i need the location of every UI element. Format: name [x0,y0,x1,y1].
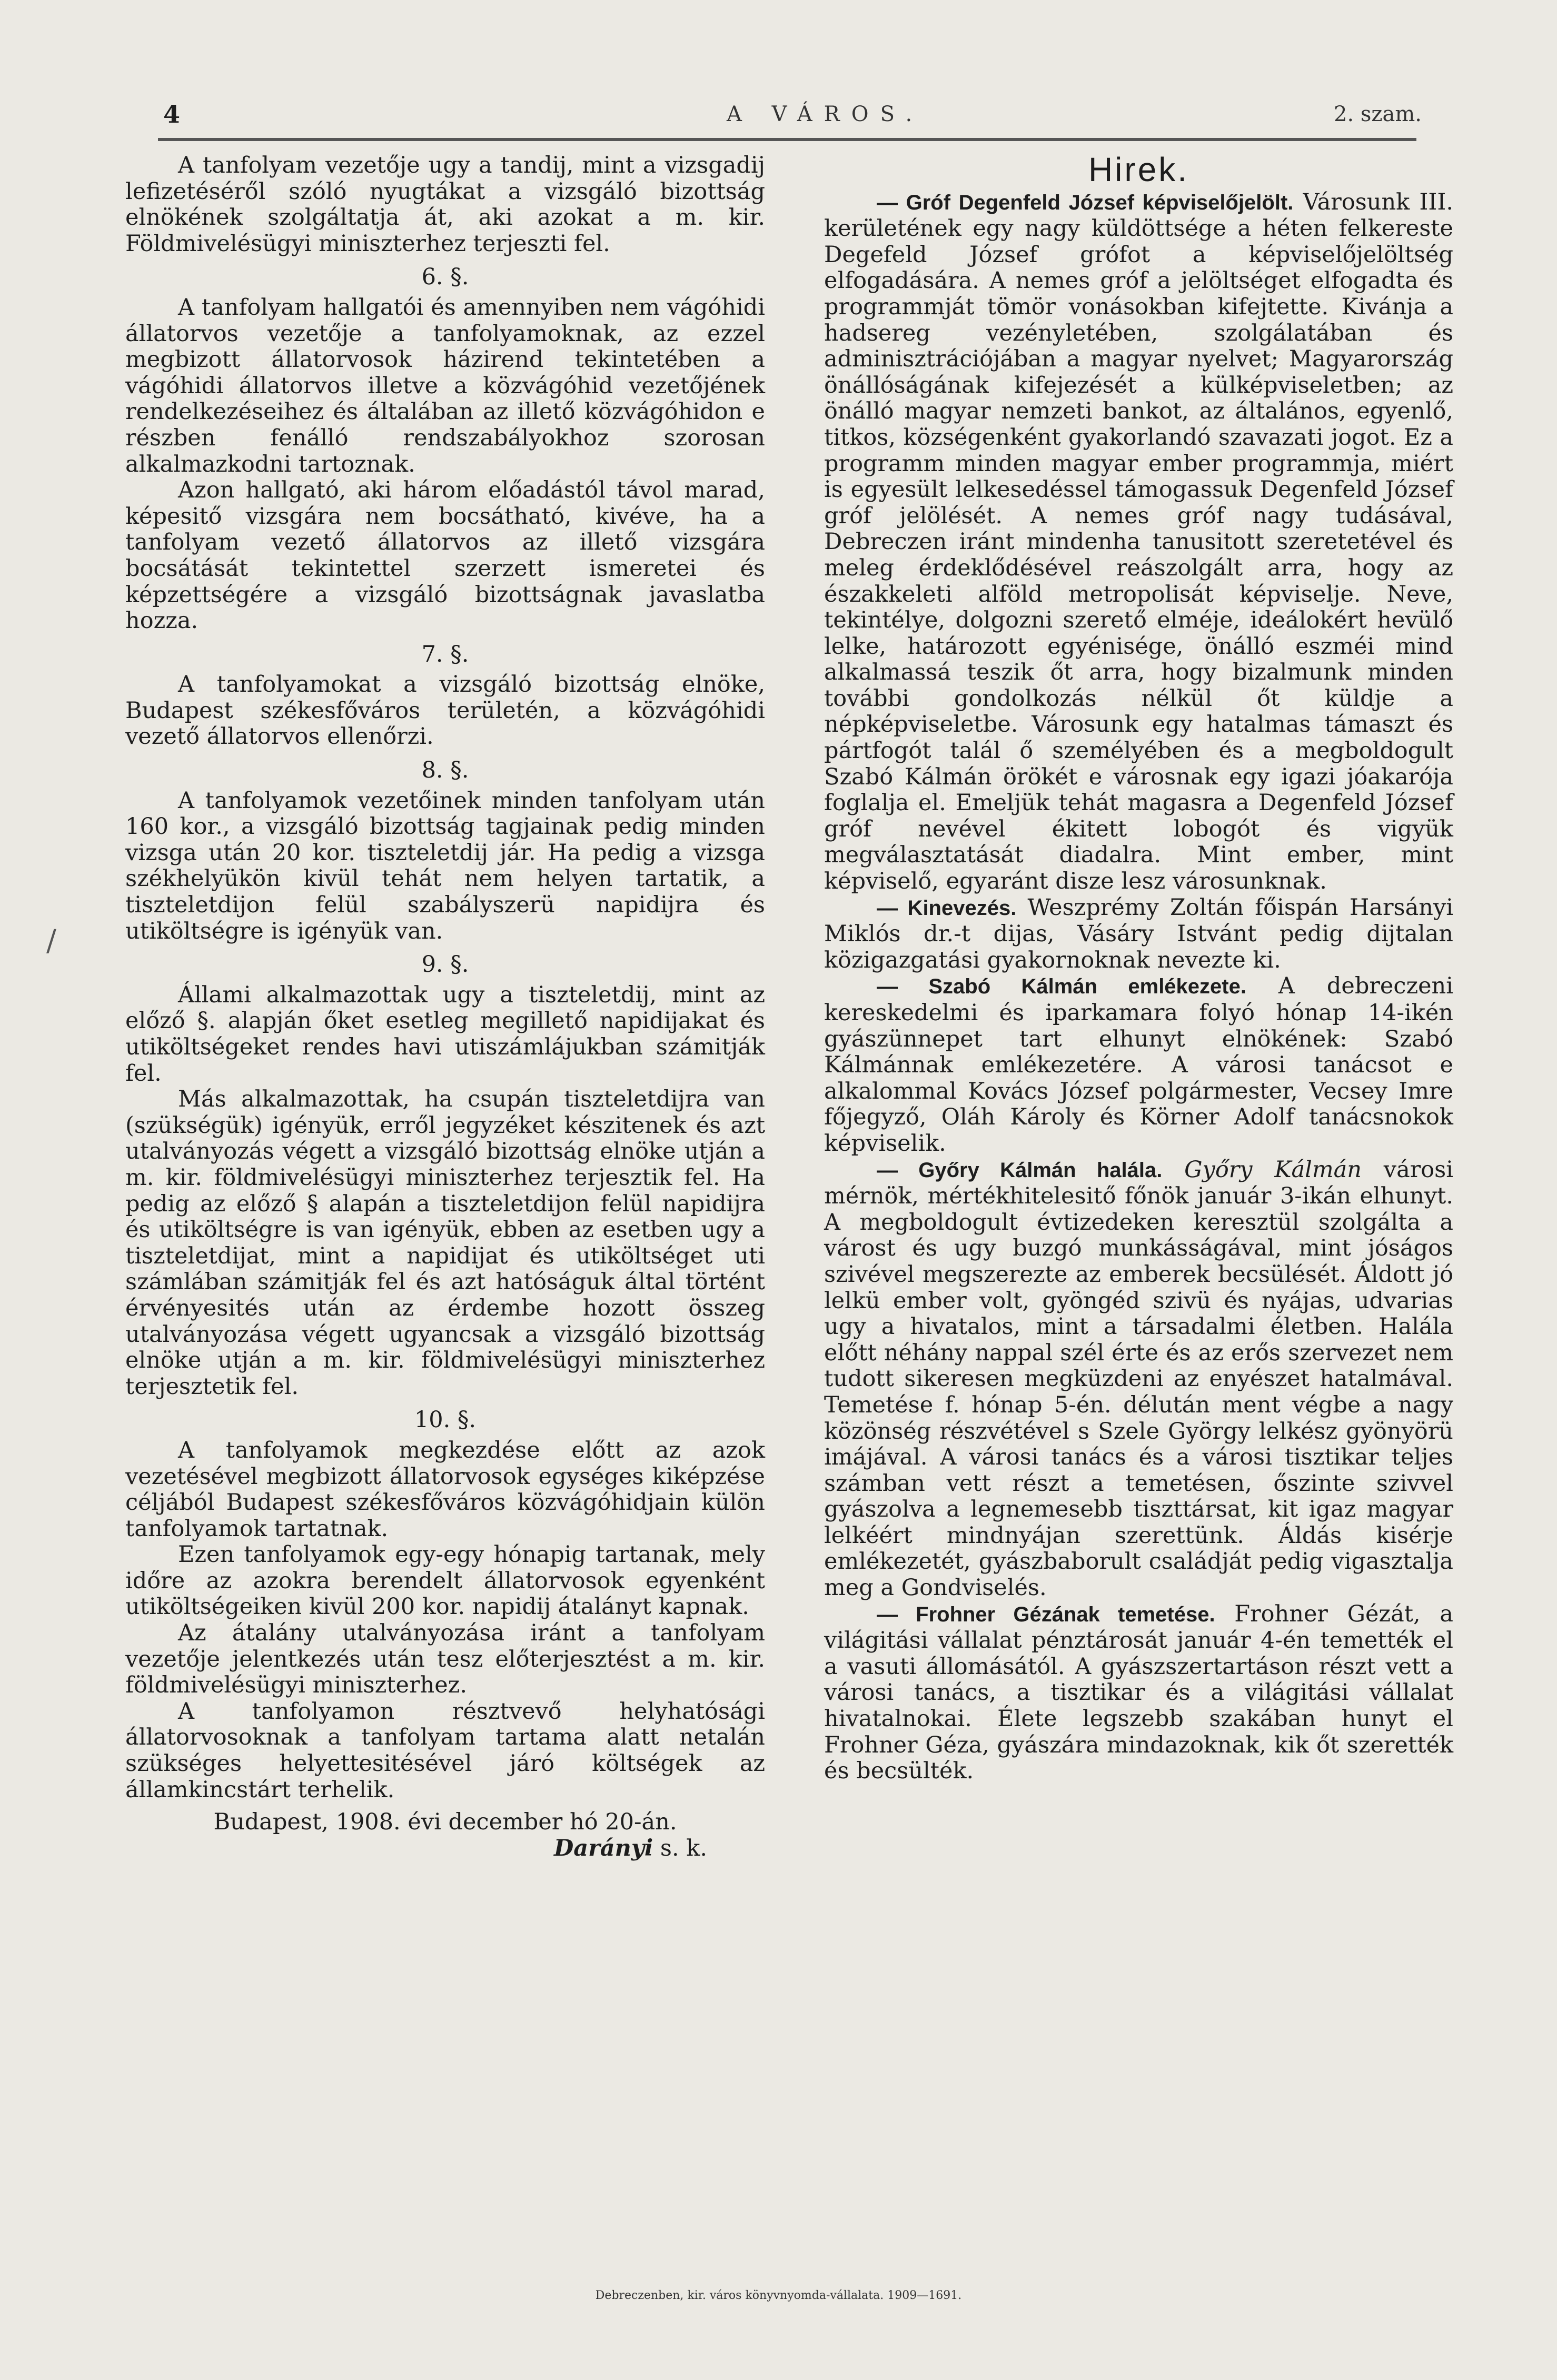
news-lead: — Szabó Kálmán emlékezete. [877,975,1246,999]
news-text: Városunk III. kerületének egy nagy küldöttsége a héten felkereste Degefeld József grófot a képviselőjelöltség elfogadására. A nemes gróf a jelöltséget elfogadta és programmját tömör vonásokban kifejtette. Kivánja a hadsereg vezényletében, szolgálatában és adminisztrációjában a magyar nyelvet; Magyarország önállóságának kifejezését a külképviseletben; az önálló magyar nemzeti bankot, az általános, egyenlő, titkos, községenként gyakorlandó szavazati jogot. Ez a programm minden magyar ember programmja, miért is egyesült lelkesedéssel támogassuk Degenfeld József gróf jelölését. A nemes gróf nagy tudásával, Debreczen iránt mindenha tanusitott szeretetével és meleg érdeklődésével reászolgált arra, hogy az északkeleti alföld metropolisát képviselje. Neve, tekintélye, dolgozni szerető elméje, ideálokért hevülő lelke, határozott egyénisége, önálló eszméi mind alkalmassá teszik őt arra, hogy bizalmunk minden további gondolkozás nélkül őt küldje a népképviseletbe. Városunk egy hatalmas támaszt és pártfogót talál ő személyében és a megboldogult Szabó Kálmán örökét e városnak egy igazi jóakarója foglalja el. Emeljük tehát magasra a Degenfeld József gróf nevével ékitett lobogót és vigyük megválasztatását diadalra. Mint ember, mint képviselő, egyaránt disze lesz városunknak. [824,188,1453,895]
paragraph: A tanfolyamok vezetőinek minden tanfolyam után 160 kor., a vizsgáló bizottság tagjainak pedig minden vizsga után 20 kor. tiszteletdij jár. Ha pedig a vizsga székhelyükön kivül tehát nem helyen tartatik, a tiszteletdijon felül szabályszerü napidijra és utiköltségre is igényük van. [125,787,765,944]
paragraph: A tanfolyamon résztvevő helyhatósági állatorvosoknak a tanfolyam tartama alatt netalán szükséges helyettesitésével járó költségek az államkincstárt terhelik. [125,1698,765,1803]
page-number: 4 [163,100,181,128]
news-item [824,1157,1453,1601]
paragraph: Az átalány utalványozása iránt a tanfolyam vezetője jelentkezés után tesz előterjesztést a m. kir. földmivelésügyi miniszterhez. [125,1620,765,1699]
paragraph: Azon hallgató, aki három előadástól távol marad, képesitő vizsgára nem bocsátható, kivéve, ha a tanfolyam vezető állatorvos az illető vizsgára bocsátását tekintettel szerzett ismeretei és képzettségére a vizsgáló bizottságnak javaslatba hozza. [125,477,765,634]
news-item [824,1601,1453,1785]
news-lead: — Gróf Degenfeld József képviselőjelölt. [877,191,1294,214]
section-heading: 10. §. [414,1407,477,1433]
section-heading: 9. §. [421,951,469,978]
news-text: Weszprémy Zoltán főispán Harsányi Miklós dr.-t dijas, Vásáry Istvánt pedig dijtalan közigazgatási gyakornoknak nevezte ki. [824,894,1453,973]
news-item [824,190,1453,895]
news-text: városi mérnök, mértékhitelesitő főnök január 3-ikán elhunyt. A megboldogult évtizedeken keresztül szolgálta a várost és ugy buzgó munkásságával, mint jóságos szivével megszerezte az emberek becsülését. Áldott jó lelkü ember volt, gyöngéd szivü és nyájas, udvarias ugy a hivatalos, mint a társadalmi életben. Halála előtt néhány nappal szél érte és az erős szervezet nem tudott sikeresen megküzdeni az enyészet hatalmával. Temetése f. hónap 5-én. délután ment végbe a nagy közönség részvétével s Szele György lelkész gyönyörü imájával. A városi tanács és a városi tisztikar teljes számban vett részt a temetésen, őszinte szivvel gyászolva a legnemesebb tiszttársat, kit igaz magyar lelkéért mindnyájan szerettünk. Áldás kisérje emlékezetét, gyászbaborult családját pedig vigasztalja meg a Gondviselés. [824,1156,1453,1601]
section-heading: 7. §. [421,641,469,668]
section-heading: 8. §. [421,757,469,784]
news-lead: — Kinevezés. [877,896,1017,920]
news-heading: Hirek. [1088,151,1189,188]
masthead-title: A VÁROS. [727,102,924,126]
right-column [824,153,1453,1785]
printer-imprint: Debreczenben, kir. város könyvnyomda-vállalata. 1909—1691. [595,2289,962,2302]
left-column [125,153,765,1861]
paragraph: Más alkalmazottak, ha csupán tiszteletdijra van (szükségük) igényük, erről jegyzéket készitenek és azt utalványozás végett a vizsgáló bizottság elnöke utján a m. kir. földmivelésügyi miniszterhez terjesztik fel. Ha pedig az előző § alapán a tiszteletdijon felül napidijra és utiköltségre is van igényük, ebben az esetben ugy a tiszteletdijat, mint a napidijat és utiköltséget uti számlában számitják fel és azt hatóságuk által történt érvényesités után az érdembe hozott összeg utalványozása végett ugyancsak a vizsgáló bizottság elnöke utján a m. kir. földmivelésügyi miniszterhez terjesztetik fel. [125,1086,765,1400]
page-header [158,95,1422,137]
news-item [824,895,1453,974]
paragraph: A tanfolyamok megkezdése előtt az azok vezetésével megbizott állatorvosok egységes kiképzése céljából Budapest székesfőváros közvágóhidjain külön tanfolyamok tartatnak. [125,1437,765,1542]
header-rule [158,138,1416,141]
news-lead: — Frohner Gézának temetése. [877,1602,1215,1626]
paragraph: A tanfolyam vezetője ugy a tandij, mint a vizsgadij lefizetéséről szóló nyugtákat a vizsgáló bizottság elnökének szolgáltatja át, aki azokat a m. kir. Földmivelésügyi miniszterhez terjeszti fel. [125,152,765,257]
paragraph: Állami alkalmazottak ugy a tiszteletdij, mint az előző §. alapján őket esetleg megillető napidijakat és utiköltségeket rendes havi utiszámlájukban számitják fel. [125,981,765,1087]
issue-number: 2. szam. [1334,102,1422,126]
section-heading: 6. §. [421,264,469,291]
paragraph: A tanfolyam hallgatói és amennyiben nem vágóhidi állatorvos vezetője a tanfolyamoknak, az ezzel megbizott állatorvosok házirend tekintetében a vágóhidi állatorvos illetve a közvágóhid vezetőjének rendelkezéseihez és általában az illető közvágóhidon e részben fenálló rendszabályokhoz szorosan alkalmazkodni tartoznak. [125,294,765,477]
news-text: Frohner Gézát, a világitási vállalat pénztárosát január 4-én temették el a vasuti állomásától. A gyászszertartáson részt vett a városi tanács, a tisztikar és a világitási vállalat hivatalnokai. Élete legszebb szakában hunyt el Frohner Géza, gyászára mindazoknak, kik őt szerették és becsülték. [824,1600,1453,1785]
margin-mark: / [46,924,56,958]
signature-name: Darányi [553,1835,653,1861]
paragraph: A tanfolyamokat a vizsgáló bizottság elnöke, Budapest székesfőváros területén, a közvágóhidi vezető állatorvos ellenőrzi. [125,671,765,750]
signature-date: Budapest, 1908. évi december hó 20-án. [213,1809,677,1836]
signature [125,1836,765,1862]
news-item [824,973,1453,1157]
signature-suffix: s. k. [653,1835,707,1861]
paragraph: Ezen tanfolyamok egy-egy hónapig tartanak, mely időre az azokra berendelt állatorvosok egyenként utiköltségeiken kivül 200 kor. napidij átalányt kapnak. [125,1541,765,1620]
news-lead: — Győry Kálmán halála. [877,1158,1163,1182]
news-text: A debreczeni kereskedelmi és iparkamara folyó hónap 14-ikén gyászünnepet tart elhunyt elnökének: Szabó Kálmánnak emlékezetére. A városi tanácsot e alkalommal Kovács József polgármester, Vecsey Imre főjegyző, Oláh Károly és Körner Adolf tanácsnokok képviselik. [824,973,1453,1157]
news-name-italic: Győry Kálmán [1162,1156,1362,1183]
